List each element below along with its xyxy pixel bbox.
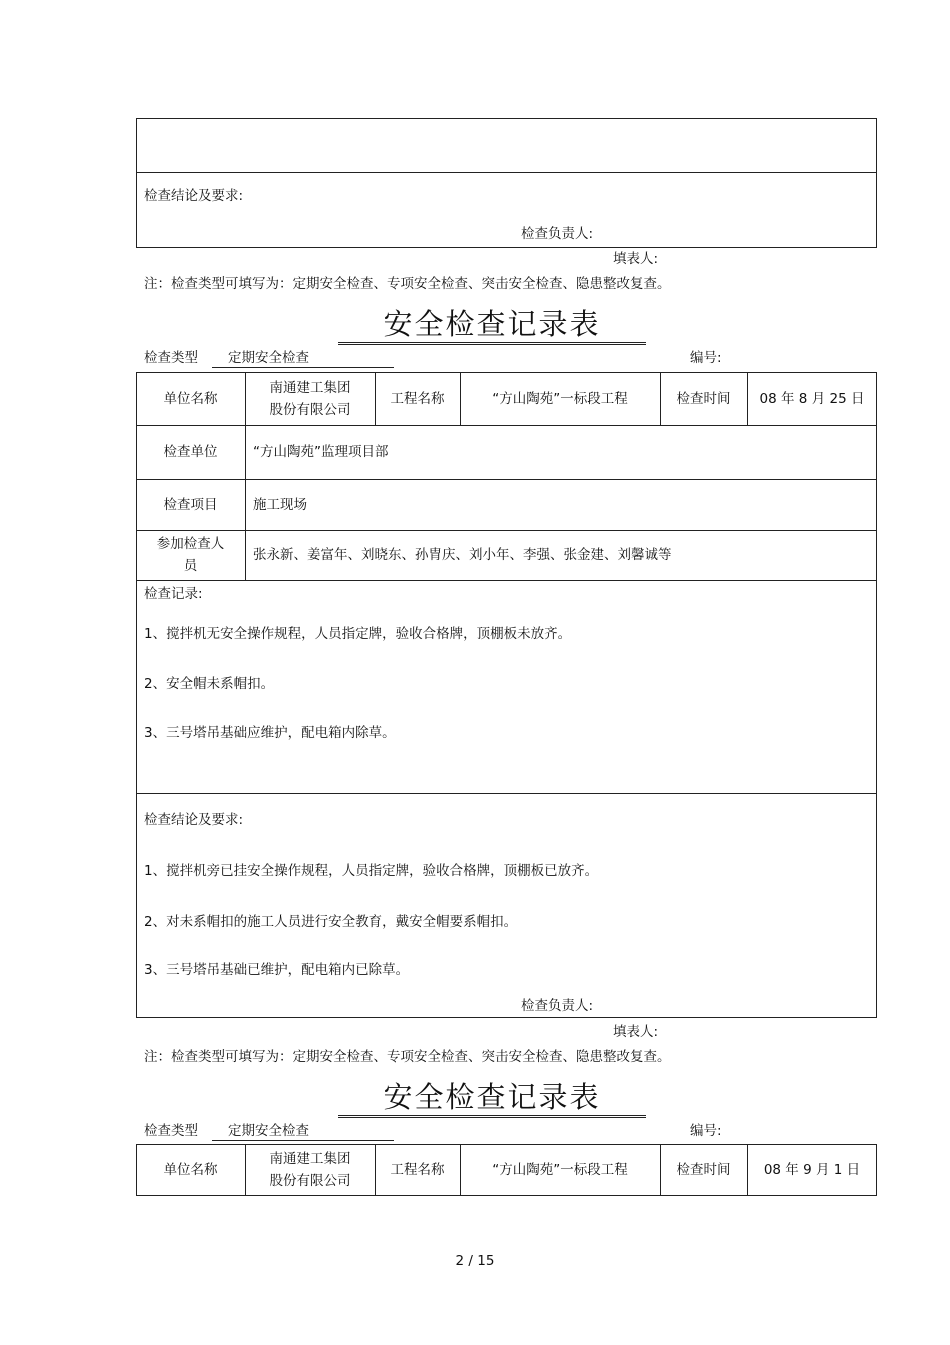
form1-record-item: 2、安全帽未系帽扣。 xyxy=(144,676,275,692)
form1-project-value: “方山陶苑”一标段工程 xyxy=(492,390,628,407)
form1-title: 安全检查记录表 xyxy=(338,306,646,345)
form1-item-value: 施工现场 xyxy=(253,496,307,513)
form1-unit-value-line1: 南通建工集团 xyxy=(269,379,351,396)
form2-project-value: “方山陶苑”一标段工程 xyxy=(492,1162,628,1178)
form1-participants-label xyxy=(136,530,245,580)
form1-filler-label: 填表人: xyxy=(613,1024,659,1040)
form1-conclusion-item: 2、对未系帽扣的施工人员进行安全教育，戴安全帽要系帽扣。 xyxy=(144,914,518,930)
form2-title: 安全检查记录表 xyxy=(338,1079,646,1118)
top-divider xyxy=(136,172,877,173)
form1-responsible-label: 检查负责人: xyxy=(521,998,594,1014)
form1-project-label: 工程名称 xyxy=(390,390,445,407)
top-note: 注：检查类型可填写为：定期安全检查、专项安全检查、突击安全检查、隐患整改复查。 xyxy=(144,276,671,292)
form2-type-label: 检查类型 xyxy=(144,1123,198,1139)
top-filler-label: 填表人: xyxy=(613,251,659,267)
form1-inspector-unit-value: “方山陶苑”监理项目部 xyxy=(253,444,389,460)
form1-item-label: 检查项目 xyxy=(163,496,218,513)
form1-record-item: 1、搅拌机无安全操作规程，人员指定牌，验收合格牌，顶棚板未放齐。 xyxy=(144,626,572,642)
form2-time-label: 检查时间 xyxy=(676,1162,731,1178)
form1-unit-label: 单位名称 xyxy=(163,390,218,407)
form1-conclusion-item: 3、三号塔吊基础已维护，配电箱内已除草。 xyxy=(144,962,410,978)
form1-record-item: 3、三号塔吊基础应维护，配电箱内除草。 xyxy=(144,725,396,741)
form1-conclusion-label: 检查结论及要求: xyxy=(144,812,244,828)
form1-conclusion-item: 1、搅拌机旁已挂安全操作规程，人员指定牌，验收合格牌，顶棚板已放齐。 xyxy=(144,863,599,879)
form2-type-value: 定期安全检查 xyxy=(228,1123,309,1139)
form1-row-divider xyxy=(136,793,877,794)
page-number: 2 / 15 xyxy=(455,1253,495,1269)
form1-unit-value xyxy=(245,372,375,425)
top-conclusion-label: 检查结论及要求: xyxy=(144,188,244,204)
form1-participants-value: 张永新、姜富年、刘晓东、孙胄庆、刘小年、李强、张金建、刘馨诚等 xyxy=(253,547,672,563)
form2-time-value: 08 年 9 月 1 日 xyxy=(763,1162,861,1178)
form1-participants-label-line2: 员 xyxy=(183,558,198,574)
form2-project-label: 工程名称 xyxy=(390,1162,445,1178)
top-empty-cell xyxy=(136,118,877,248)
form1-number-label: 编号: xyxy=(690,350,722,366)
form1-row-divider xyxy=(136,580,877,581)
form2-unit-value-line2: 股份有限公司 xyxy=(269,1173,351,1189)
form2-unit-value xyxy=(245,1144,375,1196)
form1-time-value: 08 年 8 月 25 日 xyxy=(759,390,865,407)
form1-note: 注：检查类型可填写为：定期安全检查、专项安全检查、突击安全检查、隐患整改复查。 xyxy=(144,1049,671,1065)
form1-record-label: 检查记录: xyxy=(144,586,203,602)
form1-unit-value-line2: 股份有限公司 xyxy=(269,401,351,418)
form2-unit-value-line1: 南通建工集团 xyxy=(269,1151,351,1167)
form1-type-value: 定期安全检查 xyxy=(228,350,309,366)
form1-type-label: 检查类型 xyxy=(144,350,198,366)
form2-number-label: 编号: xyxy=(690,1123,722,1139)
form1-time-label: 检查时间 xyxy=(676,390,731,407)
top-responsible-label: 检查负责人: xyxy=(521,226,594,242)
form1-inspector-unit-label: 检查单位 xyxy=(163,444,218,460)
form2-unit-label: 单位名称 xyxy=(163,1162,218,1178)
form1-participants-label-line1: 参加检查人 xyxy=(156,536,225,552)
